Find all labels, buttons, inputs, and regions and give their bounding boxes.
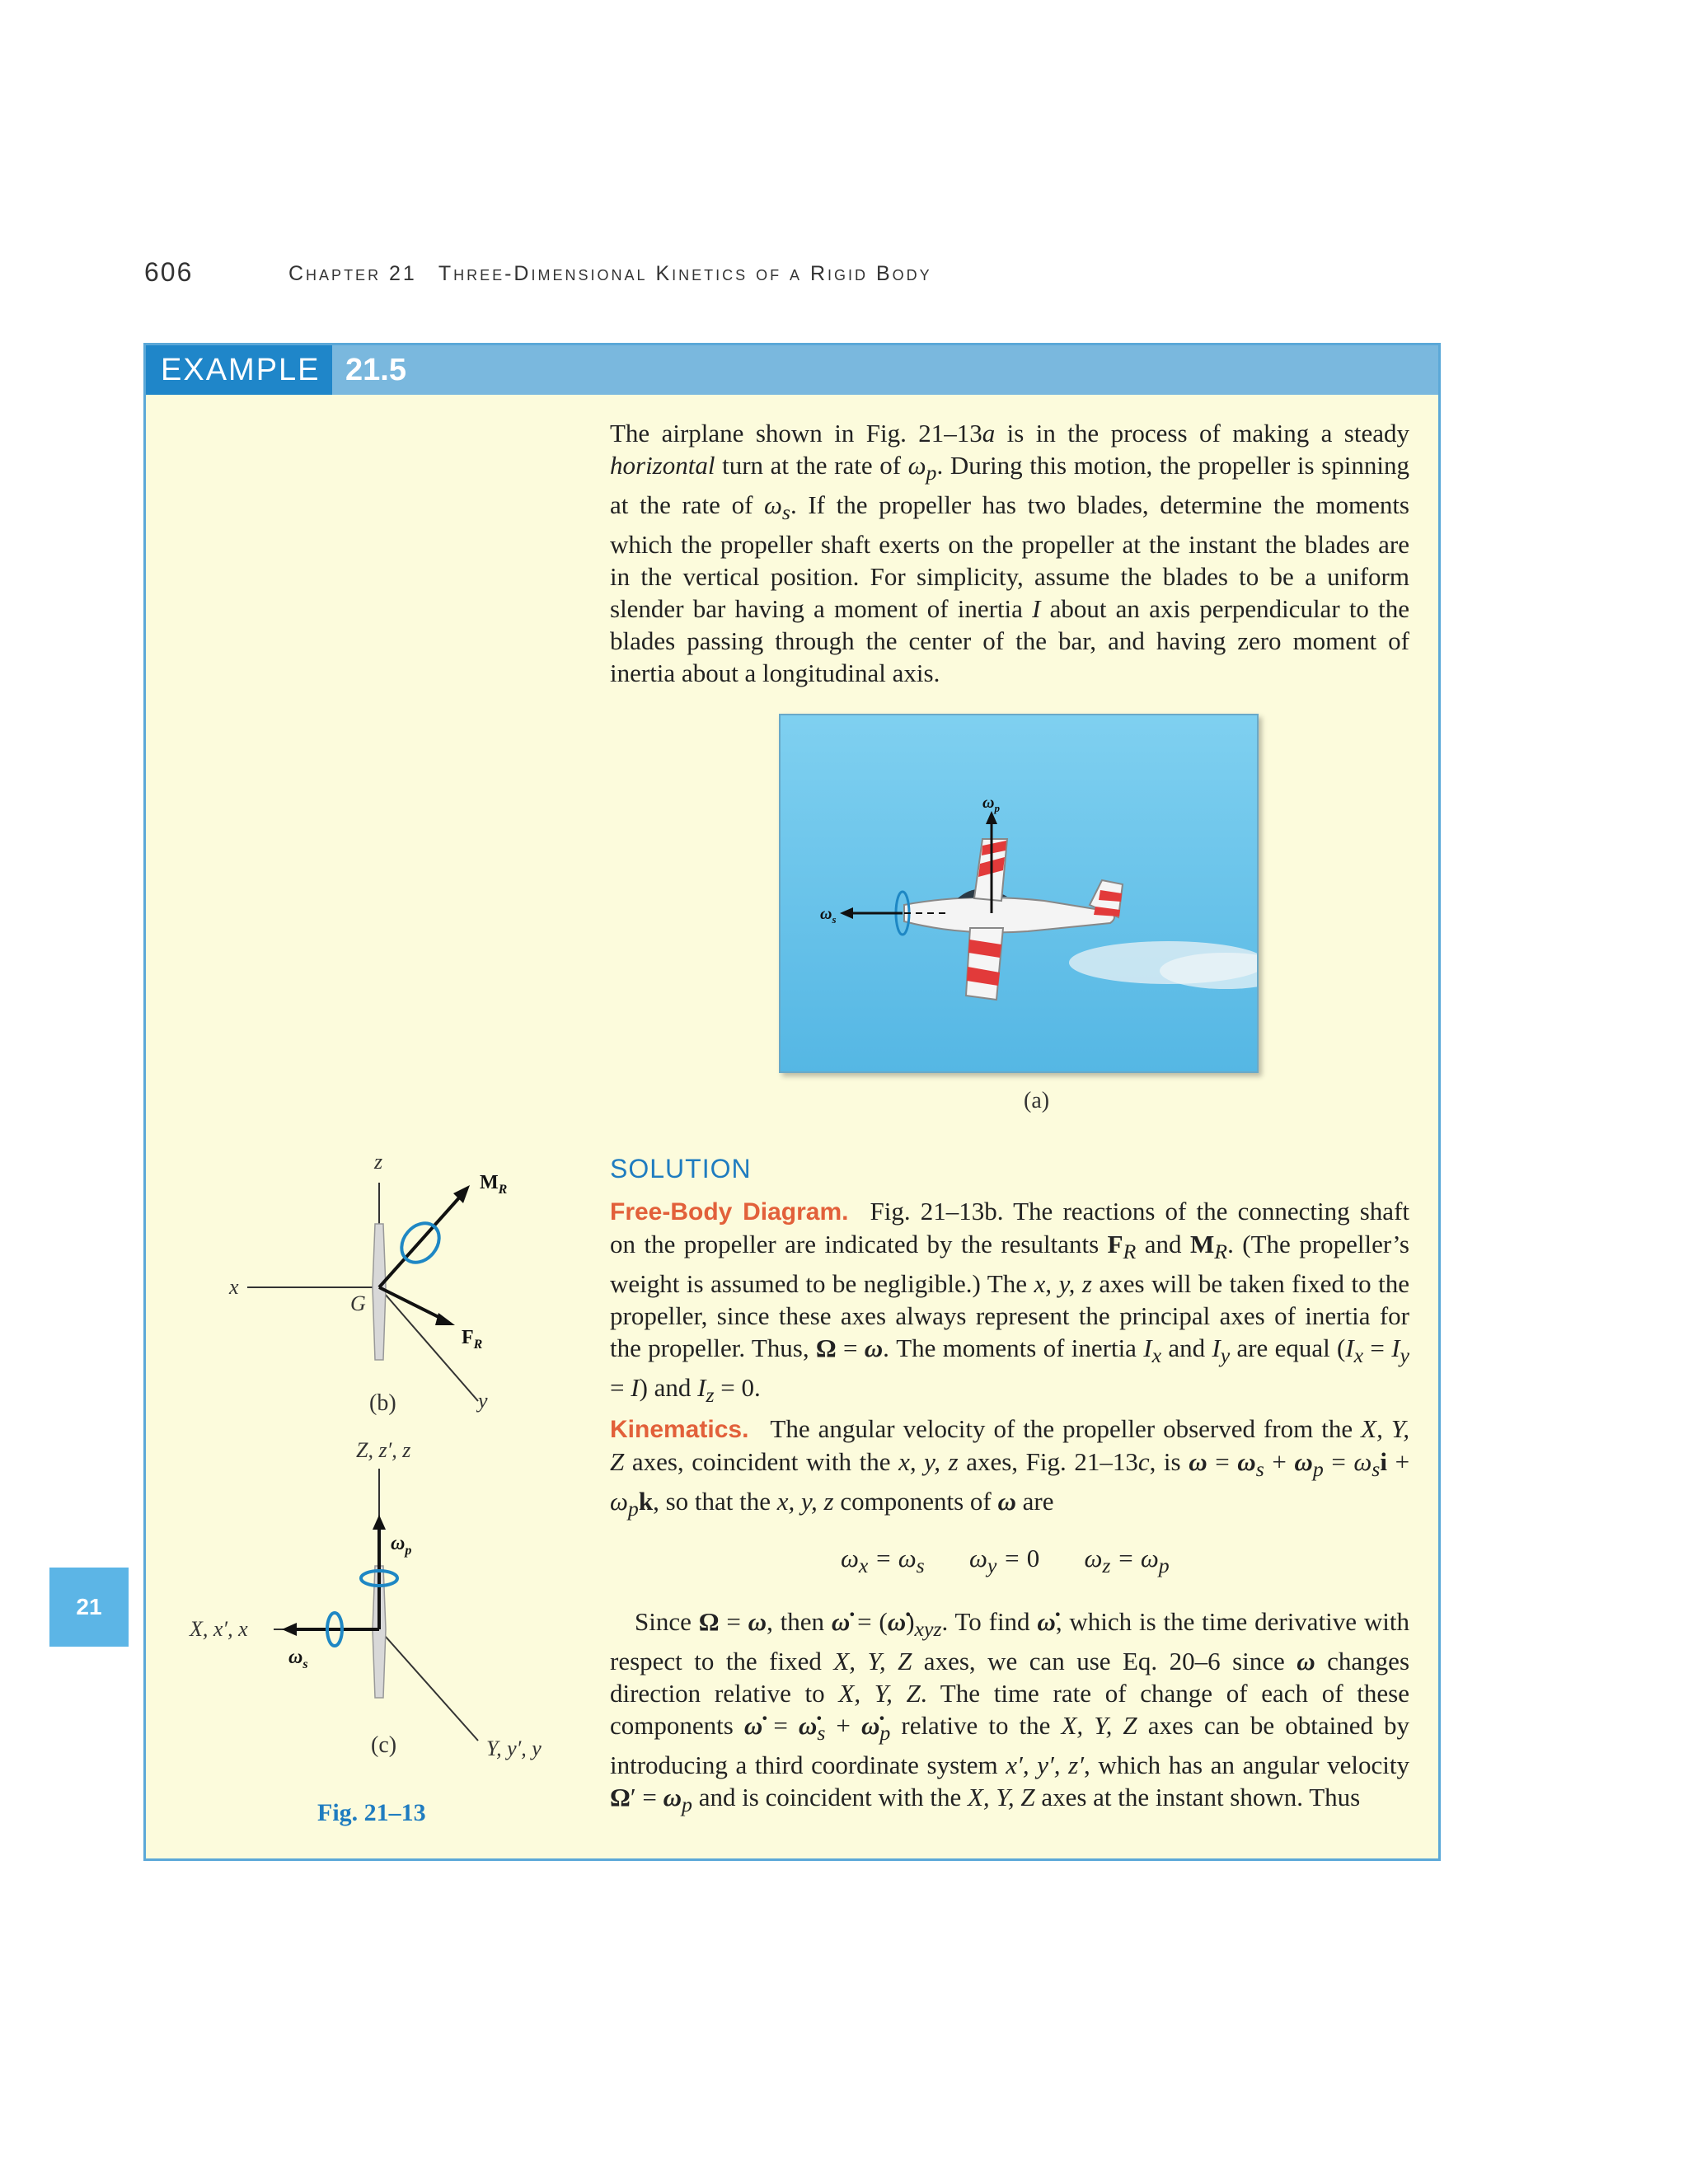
problem-statement: The airplane shown in Fig. 21–13a is in the process of making a steady horizontal turn at the rate of $\omega_p$. During this motion, the propeller is spinning at the rate of $\omega_s$. If the propeller has two blades, determine the moments which the propeller shaft exerts on the propeller at the instant the blades are in the vertical position. For simplicity, assume the blades to be a uniform slender bar having a moment of inertia I about an axis perpendicular to the blades passing through the center of the bar, and having zero moment of inertia about a longitudinal axis. — [610, 419, 1409, 688]
g-label: G — [350, 1291, 366, 1315]
page-number: 606 — [144, 257, 194, 287]
chapter-label: Chapter 21 — [288, 262, 417, 285]
fuselage — [904, 898, 1114, 933]
x-label-c: X, x′, x — [190, 1617, 248, 1641]
figure-a-caption: (a) — [1024, 1088, 1050, 1113]
omega-s-label-c: $\omega_s$ — [288, 1647, 308, 1671]
example-number: 21.5 — [345, 353, 406, 387]
omega-s-label: $\omega_s$ — [820, 905, 837, 926]
chapter-heading — [288, 262, 932, 286]
figure-c-diagram — [181, 1434, 577, 1764]
chapter-tab: 21 — [49, 1568, 129, 1647]
kinematics-paragraph: Kinematics. The angular velocity of the propeller observed from the X, Y, Z axes, coincident with the x, y, z axes, Fig. 21–13c, is $\omega = \omega_s + \omega_p = \omega_si + \omega_pk$, so that the x, y, z components of ω are — [610, 1414, 1410, 1521]
force-vector — [379, 1287, 445, 1320]
z-axis-label: z — [374, 1150, 383, 1174]
fbd-paragraph: Free-Body Diagram. Fig. 21–13b. The reactions of the connecting shaft on the propeller are indicated by the resultants $F_R$ and $M_R$. (The propeller’s weight is assumed to be negligible.) The x, y, z axes will be taken fixed to the propeller, since these axes always represent the principal axes of inertia for the propeller. Thus, Ω = ω. The moments of inertia $I_x$ and $I_y$ are equal $(I_x = I_y = I)$ and $I_z = 0$. — [610, 1197, 1409, 1408]
example-banner — [146, 345, 1438, 395]
airplane-photo — [779, 714, 1259, 1073]
y-label-c: Y, y′, y — [486, 1736, 542, 1760]
omega-p-label: $\omega_p$ — [982, 794, 1000, 814]
component-equations: $\omega_x = \omega_s$ $\omega_y = 0$ $\omega_z = \omega_p$ — [841, 1544, 1170, 1578]
x-axis-label: x — [229, 1275, 239, 1299]
moment-vector — [379, 1195, 462, 1287]
propeller-blade — [373, 1224, 386, 1360]
chapter-title: Three-Dimensional Kinetics of a Rigid Body — [438, 262, 932, 285]
fbd-heading: Free-Body Diagram. — [610, 1198, 849, 1226]
omega-p-label-c: $\omega_p$ — [391, 1533, 412, 1558]
figure-c-caption: (c) — [371, 1732, 397, 1758]
kinematics-heading: Kinematics. — [610, 1416, 749, 1443]
solution-heading: SOLUTION — [610, 1154, 752, 1183]
mr-label: $M_R$ — [480, 1172, 508, 1197]
fr-label: $F_R$ — [462, 1327, 483, 1352]
figure-b-caption: (b) — [369, 1390, 396, 1416]
since-paragraph: Since Ω = ω, then ω̇ = $(\omegȧ)_{xyz}$. To find ω̇, which is the time derivative with respect to the fixed X, Y, Z axes, we can use Eq. 20–6 since ω changes direction relative to X, Y, Z. The time rate of change of each of these components ω̇ = $\omegȧ_s$ + $\omegȧ_p$ relative to the X, Y, Z axes can be obtained by introducing a third coordinate system x′, y′, z′, which has an angular velocity $\Omega' = \omega_p$ and is coincident with the X, Y, Z axes at the instant shown. Thus — [610, 1607, 1410, 1817]
lower-wing — [966, 928, 1003, 1000]
airplane-illustration — [781, 715, 1257, 1071]
z-label-c: Z, z′, z — [356, 1438, 411, 1462]
figure-label: Fig. 21–13 — [317, 1799, 426, 1826]
figure-b-diagram — [181, 1146, 577, 1426]
example-label: EXAMPLE — [146, 345, 332, 395]
running-head — [0, 257, 1688, 298]
y-axis-c — [379, 1629, 478, 1741]
y-axis-label: y — [478, 1389, 488, 1413]
